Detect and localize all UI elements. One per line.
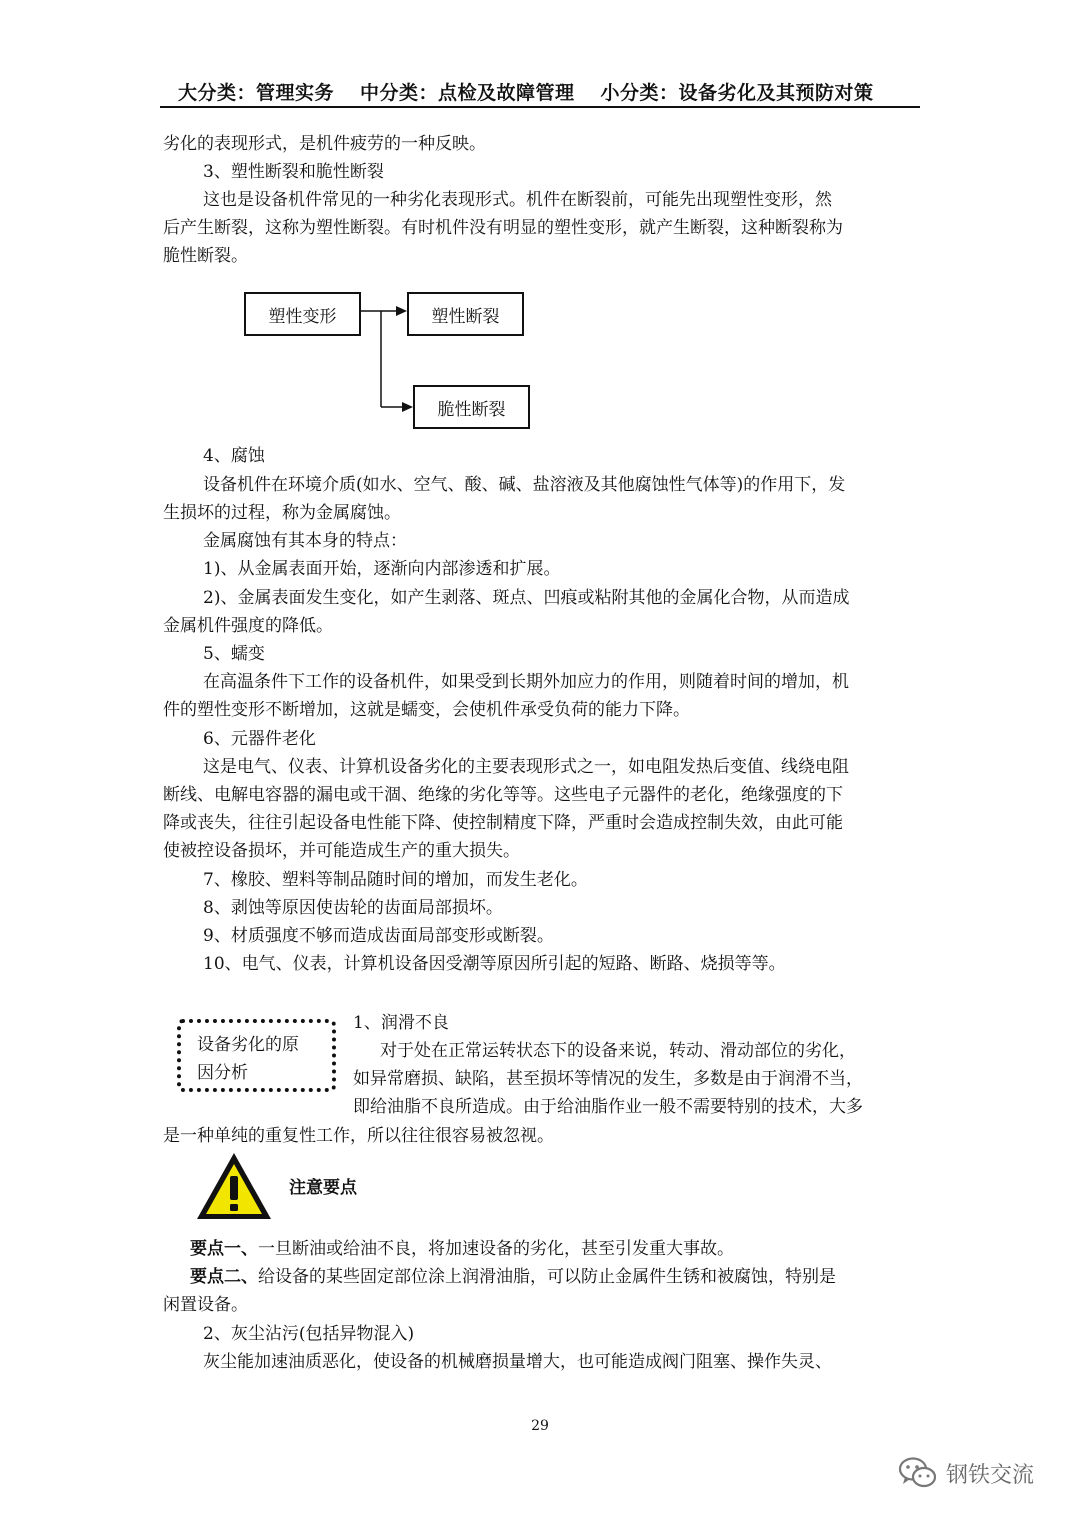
cause-analysis-box: [177, 1019, 336, 1092]
key-point-2-label: 要点二、: [190, 1267, 258, 1287]
notice-label: 注意要点: [289, 1178, 357, 1198]
section-heading: 1、润滑不良: [353, 1013, 449, 1033]
text-line: 7、橡胶、塑料等制品随时间的增加，而发生老化。: [203, 870, 588, 890]
key-point-1-label: 要点一、: [190, 1239, 258, 1259]
warning-triangle-icon: [194, 1150, 274, 1222]
header-mid-category: 中分类：点检及故障管理: [360, 82, 575, 104]
text-line: 如异常磨损、缺陷，甚至损坏等情况的发生，多数是由于润滑不当，: [353, 1069, 863, 1089]
text-line: 设备机件在环境介质(如水、空气、酸、碱、盐溶液及其他腐蚀性气体等)的作用下，发: [203, 475, 846, 495]
text-line: 降或丧失，往往引起设备电性能下降、使控制精度下降，严重时会造成控制失效，由此可能: [163, 813, 843, 833]
text-line: 9、材质强度不够而造成齿面局部变形或断裂。: [203, 926, 554, 946]
text-line: 这也是设备机件常见的一种劣化表现形式。机件在断裂前，可能先出现塑性变形，然: [203, 190, 832, 210]
text-line: 断线、电解电容器的漏电或干涸、绝缘的劣化等等。这些电子元器件的老化，绝缘强度的下: [163, 785, 843, 805]
text-line: 这是电气、仪表、计算机设备劣化的主要表现形式之一，如电阻发热后变值、线绕电阻: [203, 757, 849, 777]
text-line: 2)、金属表面发生变化，如产生剥落、斑点、凹痕或粘附其他的金属化合物，从而造成: [203, 588, 850, 608]
watermark: [898, 1456, 1034, 1490]
cause-analysis-line1: 设备劣化的原: [197, 1035, 299, 1055]
diagram-arrows: [0, 0, 1080, 500]
page-number: 29: [531, 1418, 549, 1434]
key-point-2-text: 给设备的某些固定部位涂上润滑油脂，可以防止金属件生锈和被腐蚀，特别是: [258, 1267, 836, 1287]
text-line: 金属腐蚀有其本身的特点：: [203, 531, 407, 551]
text-line: 8、剥蚀等原因使齿轮的齿面局部损坏。: [203, 898, 503, 918]
key-point-2: [190, 1265, 836, 1289]
text-line: 1)、从金属表面开始，逐渐向内部渗透和扩展。: [203, 559, 561, 579]
text-line: 10、电气、仪表，计算机设备因受潮等原因所引起的短路、断路、烧损等等。: [203, 954, 786, 974]
text-line: 是一种单纯的重复性工作，所以往往很容易被忽视。: [163, 1126, 554, 1146]
section-heading: 2、灰尘沾污(包括异物混入): [203, 1324, 415, 1344]
text-line: 后产生断裂，这称为塑性断裂。有时机件没有明显的塑性变形，就产生断裂，这种断裂称为: [163, 218, 843, 238]
text-line: 闲置设备。: [163, 1295, 248, 1315]
text-line: 即给油脂不良所造成。由于给油脂作业一般不需要特别的技术，大多: [353, 1097, 863, 1117]
text-line: 件的塑性变形不断增加，这就是蠕变，会使机件承受负荷的能力下降。: [163, 700, 690, 720]
text-line: 生损坏的过程，称为金属腐蚀。: [163, 503, 401, 523]
key-point-1: [190, 1237, 734, 1261]
section-heading: 6、元器件老化: [203, 729, 316, 749]
diagram-box-plastic-deform: 塑性变形: [244, 292, 361, 336]
text-line: 脆性断裂。: [163, 246, 248, 266]
text-line: 对于处在正常运转状态下的设备来说，转动、滑动部位的劣化，: [380, 1041, 856, 1061]
arrow-right-icon: [402, 402, 413, 412]
text-line: 使被控设备损坏，并可能造成生产的重大损失。: [163, 841, 520, 861]
key-point-1-text: 一旦断油或给油不良，将加速设备的劣化，甚至引发重大事故。: [258, 1239, 734, 1259]
diagram-box-plastic-fracture: 塑性断裂: [407, 292, 524, 336]
section-heading: 4、腐蚀: [203, 446, 265, 466]
watermark-text: 钢铁交流: [946, 1462, 1035, 1488]
diagram-box-brittle-fracture: 脆性断裂: [413, 385, 530, 429]
section-heading: 3、塑性断裂和脆性断裂: [203, 162, 384, 182]
cause-analysis-line2: 因分析: [197, 1063, 248, 1083]
text-line: 在高温条件下工作的设备机件，如果受到长期外加应力的作用，则随着时间的增加，机: [203, 672, 849, 692]
arrow-right-icon: [396, 306, 407, 316]
text-line: 金属机件强度的降低。: [163, 616, 333, 636]
text-line: 劣化的表现形式，是机件疲劳的一种反映。: [163, 134, 486, 154]
section-heading: 5、蠕变: [203, 644, 265, 664]
wechat-icon: [898, 1456, 938, 1490]
header-small-category: 小分类：设备劣化及其预防对策: [600, 82, 874, 104]
header-big-category: 大分类：管理实务: [178, 82, 335, 104]
text-line: 灰尘能加速油质恶化，使设备的机械磨损量增大，也可能造成阀门阻塞、操作失灵、: [203, 1352, 832, 1372]
